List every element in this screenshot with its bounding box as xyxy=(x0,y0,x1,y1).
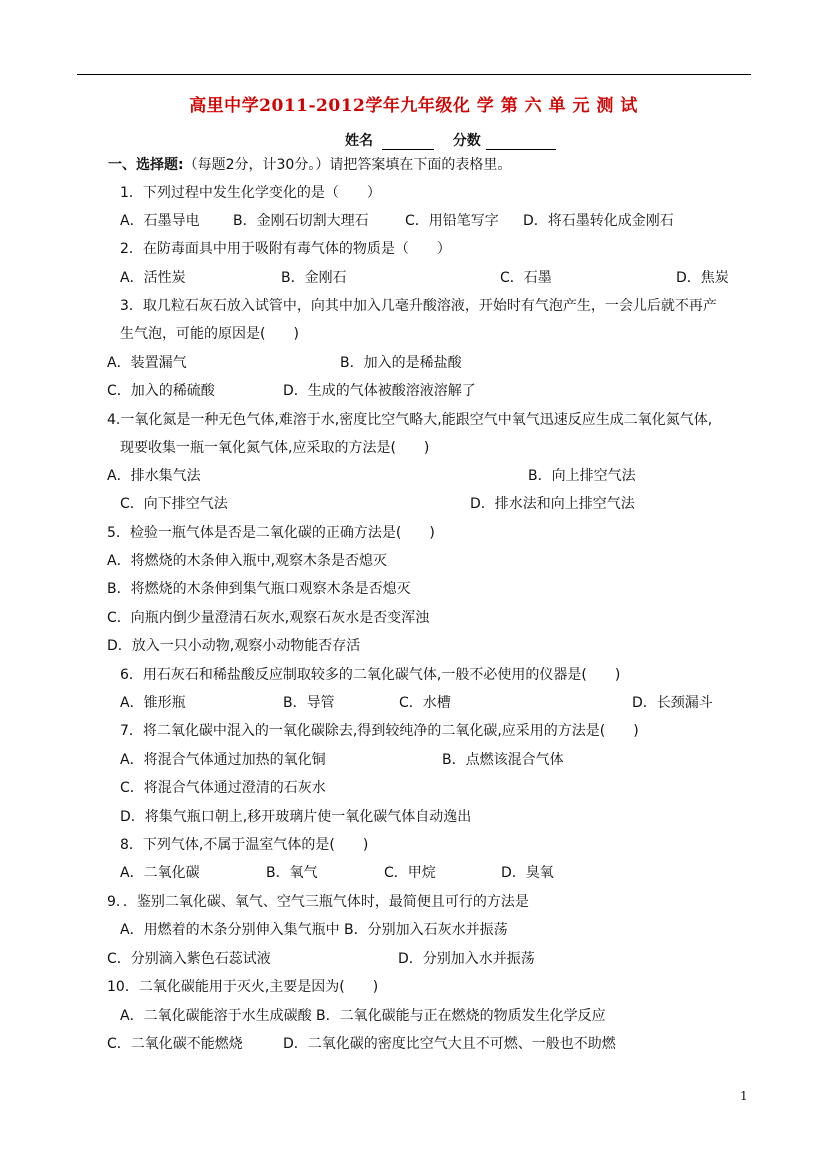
q1-stem: 1．下列过程中发生化学变化的是（ ） xyxy=(120,185,381,201)
q2-stem: 2．在防毒面具中用于吸附有毒气体的物质是（ ） xyxy=(120,241,451,257)
q9-option-ab: A．用燃着的木条分别伸入集气瓶中 B．分别加入石灰水并振荡 xyxy=(120,922,508,938)
q3-stem-line2: 生气泡，可能的原因是( ) xyxy=(120,326,299,342)
q7-option-c: C．将混合气体通过澄清的石灰水 xyxy=(120,780,326,796)
q1-option-b: B．金刚石切割大理石 xyxy=(233,213,369,229)
q6-option-a: A．锥形瓶 xyxy=(120,695,186,711)
section-label: 一、选择题: xyxy=(108,157,184,173)
q1-option-c: C．用铅笔写字 xyxy=(405,213,499,229)
page-number: 1 xyxy=(740,1089,748,1103)
q10-stem: 10．二氧化碳能用于灭火,主要是因为( ) xyxy=(107,979,379,995)
q5-option-a: A．将燃烧的木条伸入瓶中,观察木条是否熄灭 xyxy=(107,553,388,569)
q5-option-c: C．向瓶内倒少量澄清石灰水,观察石灰水是否变浑浊 xyxy=(107,610,430,626)
q8-option-d: D．臭氧 xyxy=(501,865,554,881)
q1-option-d: D．将石墨转化成金刚石 xyxy=(523,213,674,229)
q8-option-c: C．甲烷 xyxy=(384,865,436,881)
section-note: （每题2分，计30分。）请把答案填在下面的表格里。 xyxy=(183,157,512,173)
q8-stem: 8．下列气体,不属于温室气体的是( ) xyxy=(120,837,369,853)
name-score-line xyxy=(345,130,556,150)
q9-stem: 9．．鉴别二氧化碳、氧气、空气三瓶气体时，最简便且可行的方法是 xyxy=(107,894,529,910)
exam-title: 高里中学2011-2012学年九年级化 学 第 六 单 元 测 试 xyxy=(189,96,638,116)
q3-stem-line1: 3．取几粒石灰石放入试管中，向其中加入几毫升酸溶液，开始时有气泡产生，一会儿后就不再产 xyxy=(120,298,717,314)
q6-option-b: B．导管 xyxy=(283,695,335,711)
q6-option-c: C．水槽 xyxy=(399,695,451,711)
q2-option-c: C．石墨 xyxy=(500,270,552,286)
q8-option-a: A．二氧化碳 xyxy=(120,865,200,881)
name-blank[interactable] xyxy=(382,135,434,150)
q7-option-d: D．将集气瓶口朝上,移开玻璃片使一氧化碳气体自动逸出 xyxy=(120,809,472,825)
q4-stem-line2: 现要收集一瓶一氧化氮气体,应采取的方法是( ) xyxy=(120,440,430,456)
section-heading xyxy=(108,156,511,174)
header-rule xyxy=(77,74,751,75)
q3-option-b: B．加入的是稀盐酸 xyxy=(340,355,462,371)
q4-option-b: B．向上排空气法 xyxy=(528,468,636,484)
q3-option-d: D．生成的气体被酸溶液溶解了 xyxy=(283,383,476,399)
q7-option-a: A．将混合气体通过加热的氧化铜 xyxy=(120,752,326,768)
q5-option-b: B．将燃烧的木条伸到集气瓶口观察木条是否熄灭 xyxy=(107,581,411,597)
q2-option-a: A．活性炭 xyxy=(120,270,186,286)
q10-option-ab: A．二氧化碳能溶于水生成碳酸 B．二氧化碳能与正在燃烧的物质发生化学反应 xyxy=(120,1008,606,1024)
q8-option-b: B．氧气 xyxy=(266,865,318,881)
q3-option-c: C．加入的稀硫酸 xyxy=(107,383,215,399)
q10-option-d: D．二氧化碳的密度比空气大且不可燃、一般也不助燃 xyxy=(283,1036,616,1052)
q6-option-d: D．长颈漏斗 xyxy=(632,695,713,711)
q3-option-a: A．装置漏气 xyxy=(107,355,187,371)
q7-stem: 7．将二氧化碳中混入的一氧化碳除去,得到较纯净的二氧化碳,应采用的方法是( ) xyxy=(120,723,639,739)
name-label: 姓名 xyxy=(345,133,373,149)
q4-option-a: A．排水集气法 xyxy=(107,468,201,484)
q9-option-d: D．分别加入水并振荡 xyxy=(398,951,535,967)
score-label: 分数 xyxy=(452,133,481,149)
q2-option-d: D．焦炭 xyxy=(676,270,729,286)
q4-stem-line1: 4.一氧化氮是一种无色气体,难溶于水,密度比空气略大,能跟空气中氧气迅速反应生成二氧化氮气体, xyxy=(107,412,713,428)
q2-option-b: B．金刚石 xyxy=(281,270,347,286)
q6-stem: 6．用石灰石和稀盐酸反应制取较多的二氧化碳气体,一般不必使用的仪器是( ) xyxy=(120,667,621,683)
q5-stem: 5．检验一瓶气体是否是二氧化碳的正确方法是( ) xyxy=(107,525,435,541)
q10-option-c: C．二氧化碳不能燃烧 xyxy=(107,1036,243,1052)
q5-option-d: D．放入一只小动物,观察小动物能否存活 xyxy=(107,638,361,654)
q4-option-c: C．向下排空气法 xyxy=(120,496,228,512)
q7-option-b: B．点燃该混合气体 xyxy=(442,752,564,768)
q9-option-c: C．分别滴入紫色石蕊试液 xyxy=(107,951,271,967)
score-blank[interactable] xyxy=(486,135,556,150)
q4-option-d: D．排水法和向上排空气法 xyxy=(470,496,635,512)
q1-option-a: A．石墨导电 xyxy=(120,213,200,229)
